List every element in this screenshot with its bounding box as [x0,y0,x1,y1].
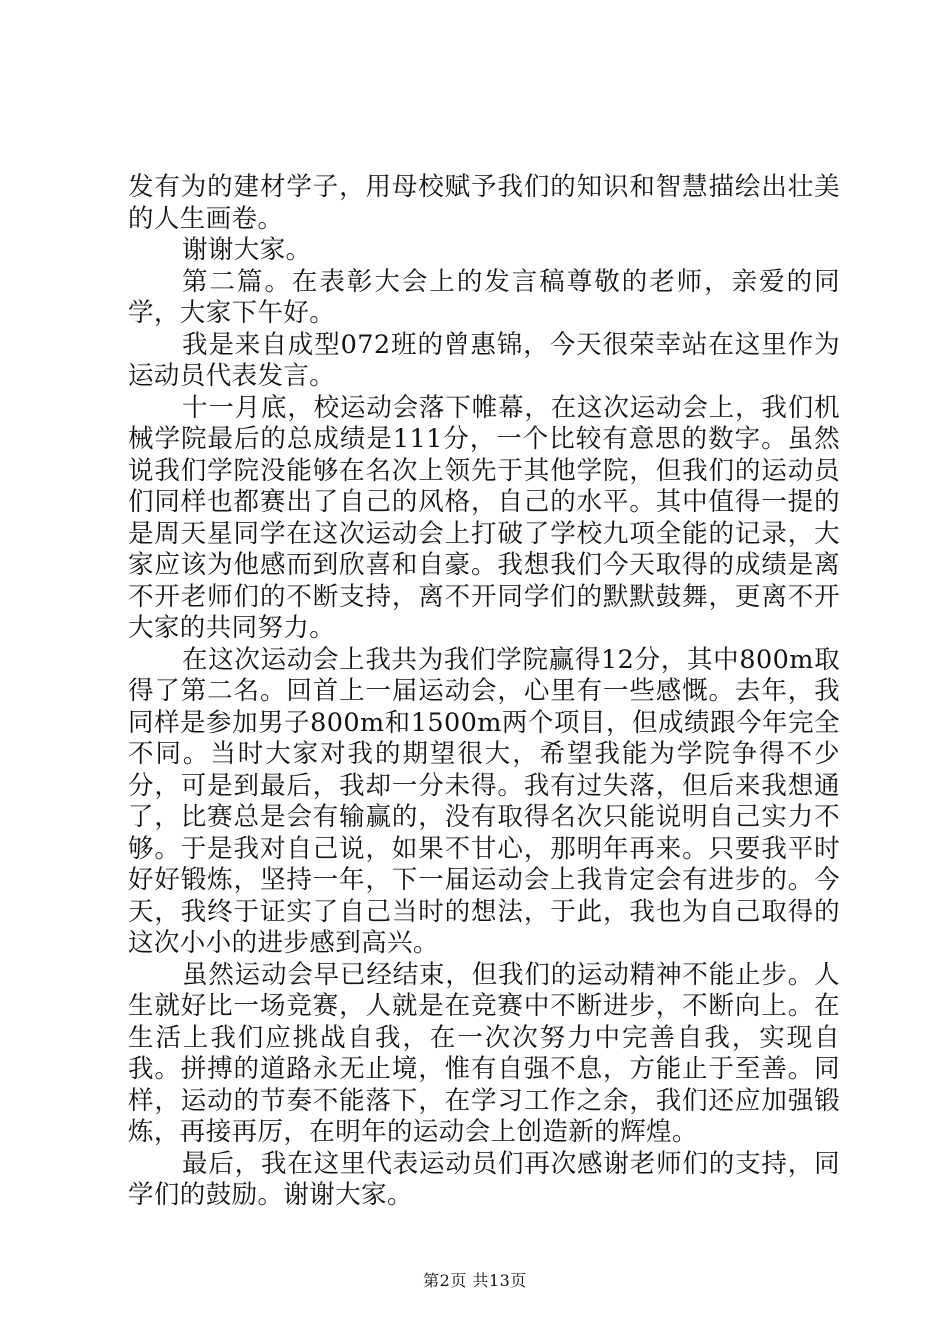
document-body [128,172,840,1212]
paragraph-results: 十一月底，校运动会落下帷幕，在这次运动会上，我们机械学院最后的总成绩是111分，一个比较有意思的数字。虽然说我们学院没能够在名次上领先于其他学院，但我们的运动员们同样也都赛出了自己的风格，自己的水平。其中值得一提的是周天星同学在这次运动会上打破了学校九项全能的记录，大家应该为他感而到欣喜和自豪。我想我们今天取得的成绩是离不开老师们的不断支持，离不开同学们的默默鼓舞，更离不开大家的共同努力。 [128,392,840,643]
paragraph-spirit: 虽然运动会早已经结束，但我们的运动精神不能止步。人生就好比一场竞赛，人就是在竞赛中不断进步，不断向上。在生活上我们应挑战自我，在一次次努力中完善自我，实现自我。拼搏的道路永无止境，惟有自强不息，方能止于至善。同样，运动的节奏不能落下，在学习工作之余，我们还应加强锻炼，再接再厉，在明年的运动会上创造新的辉煌。 [128,959,840,1147]
paragraph-closing: 最后，我在这里代表运动员们再次感谢老师们的支持，同学们的鼓励。谢谢大家。 [128,1148,840,1210]
paragraph-section-title: 第二篇。在表彰大会上的发言稿尊敬的老师，亲爱的同学，大家下午好。 [128,266,840,328]
page-number-footer: 第2页 共13页 [423,1271,527,1290]
paragraph-personal: 在这次运动会上我共为我们学院赢得12分，其中800m取得了第二名。回首上一届运动会，心里有一些感慨。去年，我同样是参加男子800m和1500m两个项目，但成绩跟今年完全不同。当时大家对我的期望很大，希望我能为学院争得不少分，可是到最后，我却一分未得。我有过失落，但后来我想通了，比赛总是会有输赢的，没有取得名次只能说明自己实力不够。于是我对自己说，如果不甘心，那明年再来。只要我平时好好锻炼，坚持一年，下一届运动会上我肯定会有进步的。今天，我终于证实了自己当时的想法，于此，我也为自己取得的这次小小的进步感到高兴。 [128,644,840,958]
paragraph-introduction: 我是来自成型072班的曾惠锦，今天很荣幸站在这里作为运动员代表发言。 [128,329,840,391]
paragraph-continuation: 发有为的建材学子，用母校赋予我们的知识和智慧描绘出壮美的人生画卷。 [128,172,840,234]
paragraph-thanks: 谢谢大家。 [182,235,312,265]
